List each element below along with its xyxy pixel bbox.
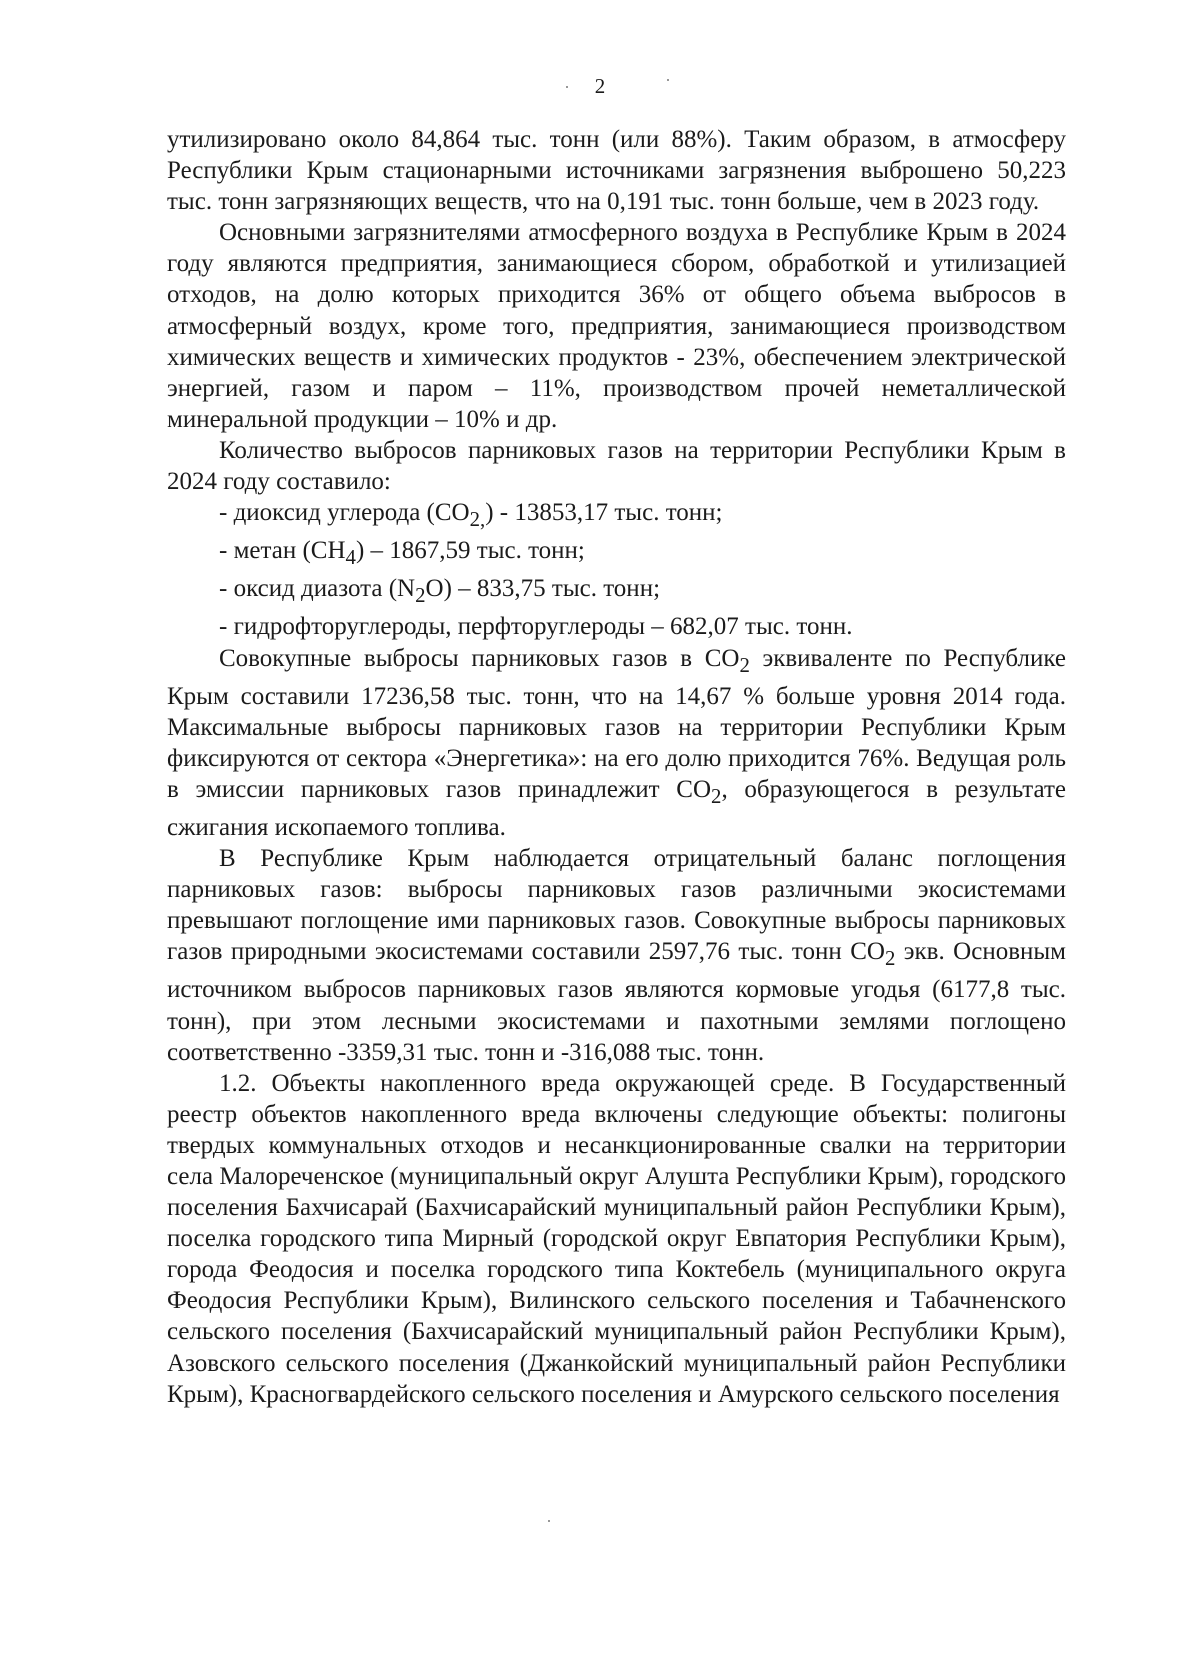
- scan-artifact-dot: [566, 86, 568, 88]
- document-body: [167, 124, 1066, 1410]
- paragraph-continuation: утилизировано около 84,864 тыс. тонн (или 88%). Таким образом, в атмосферу Республики Крым стационарными источниками загрязнения выброшено 50,223 тыс. тонн загрязняющих веществ, что на 0,191 тыс. тонн больше, чем в 2023 году.: [167, 126, 1066, 216]
- list-item-co2: - диоксид углерода $(CO_{2,}) - 13853,17$ тыс. тонн;: [219, 499, 723, 532]
- paragraph-ghg-intro: Количество выбросов парниковых газов на территории Республики Крым в 2024 году составило:: [167, 436, 1066, 496]
- paragraph-section-1-2: 1.2. Объекты накопленного вреда окружающей среде. В Государственный реестр объектов накопленного вреда включены следующие объекты: полигоны твердых коммунальных отходов и несанкционированные свалки на территории села Малореченское (муниципальный округ Алушта Республики Крым), городского поселения Бахчисарай (Бахчисарайский муниципальный район Республики Крым), поселка городского типа Мирный (городской округ Евпатория Республики Крым), города Феодосия и поселка городского типа Коктебель (муниципального округа Феодосия Республики Крым), Вилинского сельского поселения и Табачненского сельского поселения (Бахчисарайский муниципальный район Республики Крым), Азовского сельского поселения (Джанкойский муниципальный район Республики Крым), Красногвардейского сельского поселения и Амурского сельского поселения: [167, 1069, 1066, 1408]
- paragraph-negative-balance: В Республике Крым наблюдается отрицательный баланс поглощения парниковых газов: выбросы парниковых газов различными экосистемами превышают поглощение ими парниковых газов. Совокупные выбросы парниковых газов природными экосистемами составили 2597,76 тыс. тонн $CO_2$ экв. Основным источником выбросов парниковых газов являются кормовые угодья (6177,8 тыс. тонн), при этом лесными экосистемами и пахотными землями поглощено соответственно -3359,31 тыс. тонн и -316,088 тыс. тонн.: [167, 845, 1066, 1066]
- list-item-ch4: - метан $(CH_4) - 1867,59$ тыс. тонн;: [219, 537, 585, 570]
- list-item-n2o: - оксид диазота $(N_2O) - 833,75$ тыс. тонн;: [219, 575, 661, 608]
- paragraph-total-emissions: Совокупные выбросы парниковых газов в $CO_2$ эквиваленте по Республике Крым составили 17236,58 тыс. тонн, что на 14,67 % больше уровня 2014 года. Максимальные выбросы парниковых газов на территории Республики Крым фиксируются от сектора «Энергетика»: на его долю приходится 76%. Ведущая роль в эмиссии парниковых газов принадлежит $CO_2$, образующегося в результате сжигания ископаемого топлива.: [167, 644, 1067, 841]
- scan-artifact-dot: [667, 79, 669, 81]
- list-item-fluorocarbons: - гидрофторуглероды, перфторуглероды – 682,07 тыс. тонн.: [219, 613, 853, 641]
- scan-artifact-dot: [548, 1520, 550, 1522]
- page-number: 2: [594, 74, 606, 98]
- paragraph-main-polluters: Основными загрязнителями атмосферного воздуха в Республике Крым в 2024 году являются предприятия, занимающиеся сбором, обработкой и утилизацией отходов, на долю которых приходится 36% от общего объема выбросов в атмосферный воздух, кроме того, предприятия, занимающиеся производством химических веществ и химических продуктов - 23%, обеспечением электрической энергией, газом и паром – 11%, производством прочей неметаллической минеральной продукции – 10% и др.: [167, 219, 1066, 433]
